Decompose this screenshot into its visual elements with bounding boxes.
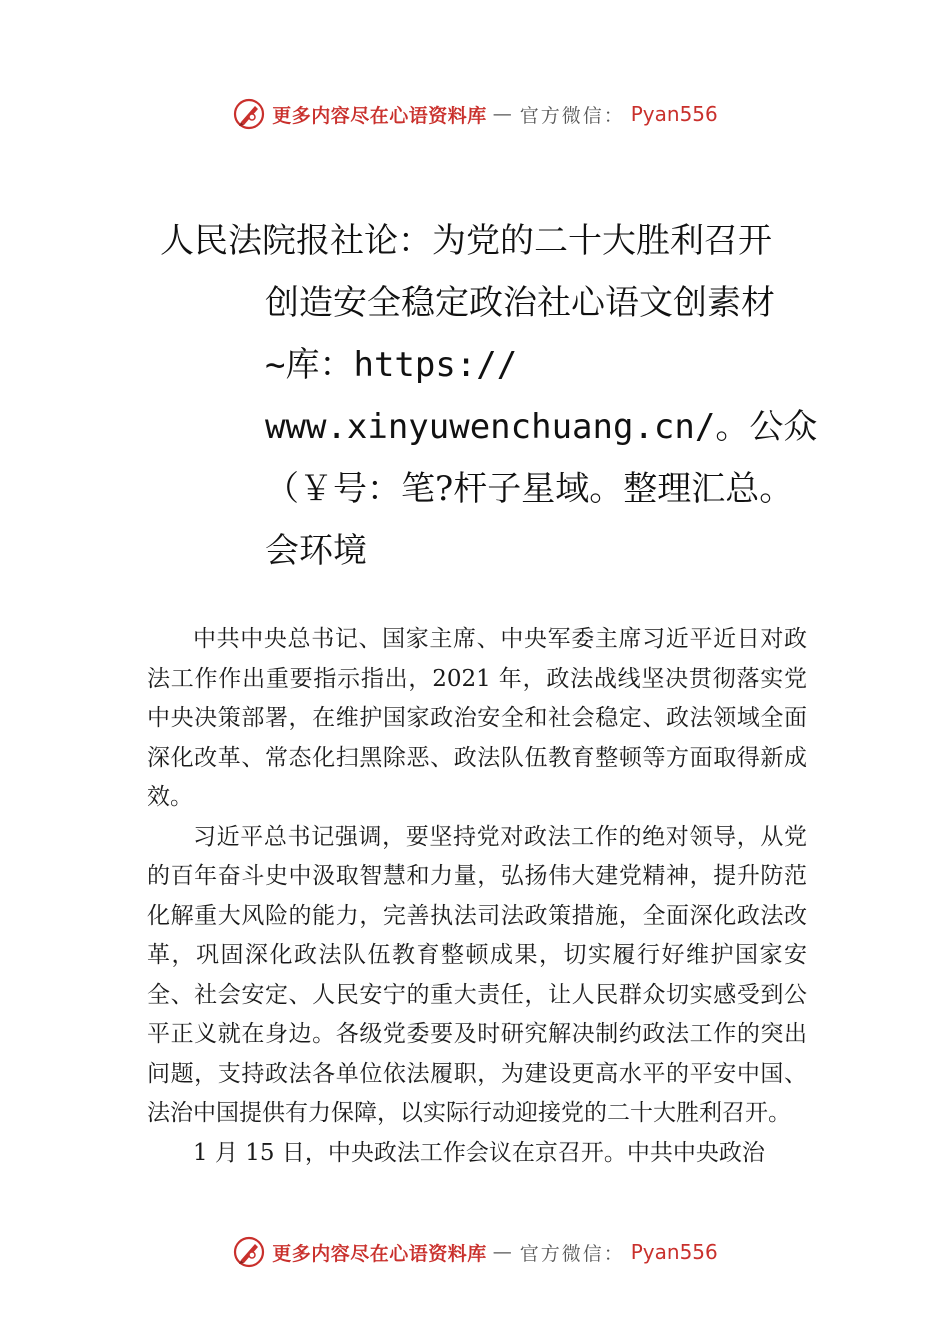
title-line-2: 创造安全稳定政治社心语文创素材 bbox=[265, 283, 775, 323]
title-line-1: 人民法院报社论：为党的二十大胜利召开 bbox=[160, 221, 772, 261]
banner-title: 更多内容尽在心语资料库 bbox=[272, 1242, 487, 1265]
title-line-5: （￥号：笔?杆子星域。整理汇总。 bbox=[265, 469, 794, 509]
banner-official-label: 官方微信： bbox=[519, 104, 625, 127]
title-line-3: ~库：https:// bbox=[265, 345, 518, 385]
article-body bbox=[147, 620, 807, 1173]
title-line-4: www.xinyuwenchuang.cn/。公众 bbox=[265, 407, 818, 447]
banner-wechat-id: Pyan556 bbox=[630, 102, 718, 126]
banner-dash: — bbox=[492, 1241, 514, 1263]
banner-official-label: 官方微信： bbox=[519, 1242, 625, 1265]
pen-logo-icon bbox=[232, 97, 266, 131]
header-banner bbox=[0, 94, 950, 134]
pen-logo-icon bbox=[232, 1235, 266, 1269]
paragraph: 1 月 15 日，中央政法工作会议在京召开。中共中央政治 bbox=[193, 1139, 765, 1166]
banner-dash: — bbox=[492, 103, 514, 125]
banner-wechat-id: Pyan556 bbox=[630, 1240, 718, 1264]
footer-banner bbox=[0, 1232, 950, 1272]
banner-title: 更多内容尽在心语资料库 bbox=[272, 104, 487, 127]
title-line-6: 会环境 bbox=[265, 531, 367, 571]
paragraph: 习近平总书记强调，要坚持党对政法工作的绝对领导，从党的百年奋斗史中汲取智慧和力量，弘扬伟大建党精神，提升防范化解重大风险的能力，完善执法司法政策措施，全面深化政法改革，巩固深化政法队伍教育整顿成果，切实履行好维护国家安全、社会安定、人民安宁的重大责任，让人民群众切实感受到公平正义就在身边。各级党委要及时研究解决制约政法工作的突出问题，支持政法各单位依法履职，为建设更高水平的平安中国、法治中国提供有力保障，以实际行动迎接党的二十大胜利召开。 bbox=[147, 823, 807, 1126]
paragraph: 中共中央总书记、国家主席、中央军委主席习近平近日对政法工作作出重要指示指出，2021 年，政法战线坚决贯彻落实党中央决策部署，在维护国家政治安全和社会稳定、政法领域全面深化改革、常态化扫黑除恶、政法队伍教育整顿等方面取得新成效。 bbox=[147, 626, 807, 810]
